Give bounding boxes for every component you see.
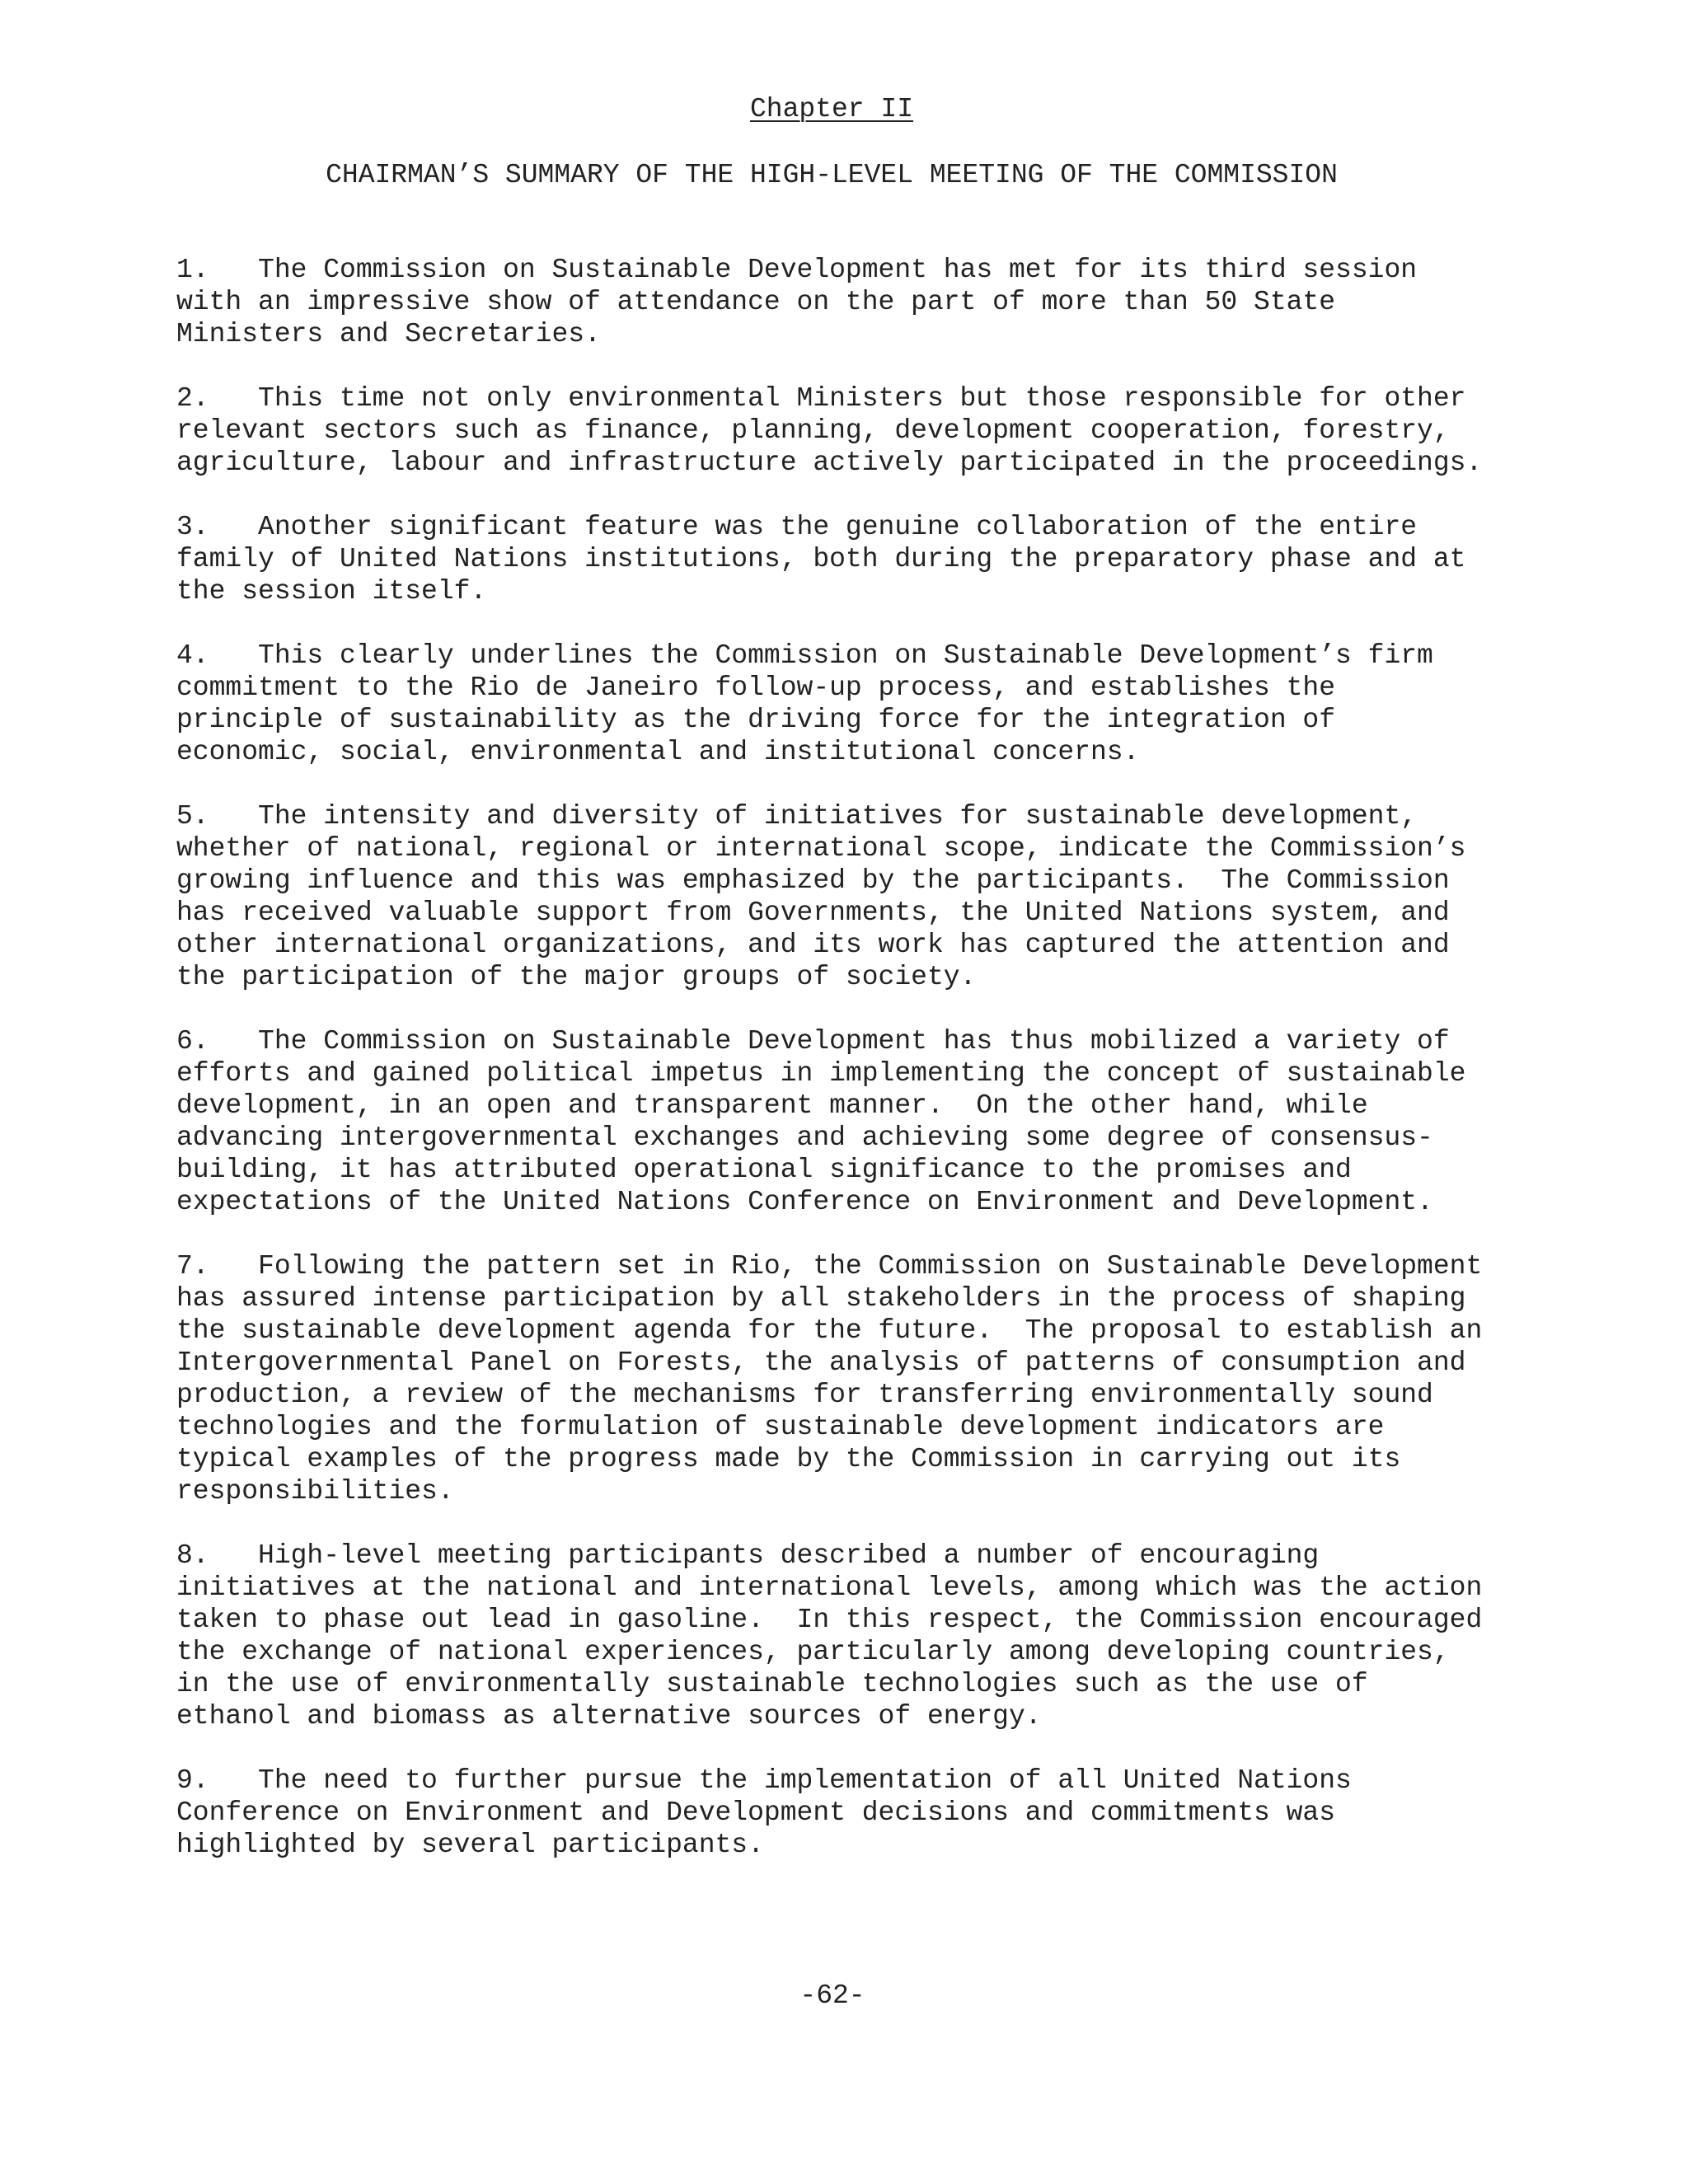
paragraph-3: 3. Another significant feature was the genuine collaboration of the entire family of United Nations institutions, both during the preparatory phase and at the session itself. (176, 512, 1466, 607)
paragraph-2: 2. This time not only environmental Ministers but those responsible for other relevant sectors such as finance, planning, development cooperation, forestry, agriculture, labour and infrastructure actively participated in the proceedings. (176, 383, 1483, 478)
document-title: CHAIRMAN’S SUMMARY OF THE HIGH-LEVEL MEETING OF THE COMMISSION (326, 160, 1338, 190)
chapter-heading: Chapter II (749, 94, 914, 124)
paragraph-1: 1. The Commission on Sustainable Development has met for its third session with an impressive show of attendance on the part of more than 50 State Ministers and Secretaries. (176, 255, 1418, 349)
paragraph-4: 4. This clearly underlines the Commission on Sustainable Development’s firm commitment to the Rio de Janeiro follow-up process, and establishes the principle of sustainability as the driving force for the integration of economic, social, environmental and institutional concerns. (176, 640, 1433, 767)
paragraph-8: 8. High-level meeting participants described a number of encouraging initiatives at the national and international levels, among which was the action taken to phase out lead in gasoline. In this respect, the Commission encouraged the exchange of national experiences, particularly among developing countries, in the use of environmentally sustainable technologies such as the use of ethanol and biomass as alternative sources of energy. (176, 1540, 1483, 1732)
document-body (176, 254, 1512, 1893)
paragraph-7: 7. Following the pattern set in Rio, the Commission on Sustainable Development has assured intense participation by all stakeholders in the process of shaping the sustainable development agenda for the future. The proposal to establish an Intergovernmental Panel on Forests, the analysis of patterns of consumption and production, a review of the mechanisms for transferring environmentally sound technologies and the formulation of sustainable development indicators are typical examples of the progress made by the Commission in carrying out its responsibilities. (176, 1251, 1483, 1507)
page-number: -62- (799, 1980, 865, 2011)
paragraph-9: 9. The need to further pursue the implementation of all United Nations Conference on Environment and Development decisions and commitments was highlighted by several participants. (176, 1765, 1352, 1860)
paragraph-5: 5. The intensity and diversity of initiatives for sustainable development, whether of national, regional or international scope, indicate the Commission’s growing influence and this was emphasized by the participants. The Commission has received valuable support from Governments, the United Nations system, and other international organizations, and its work has captured the attention and the participation of the major groups of society. (176, 801, 1466, 992)
paragraph-6: 6. The Commission on Sustainable Development has thus mobilized a variety of efforts and gained political impetus in implementing the concept of sustainable development, in an open and transparent manner. On the other hand, while advancing intergovernmental exchanges and achieving some degree of consensus- building, it has attributed operational significance to the promises and expectations of the United Nations Conference on Environment and Development. (176, 1026, 1466, 1217)
